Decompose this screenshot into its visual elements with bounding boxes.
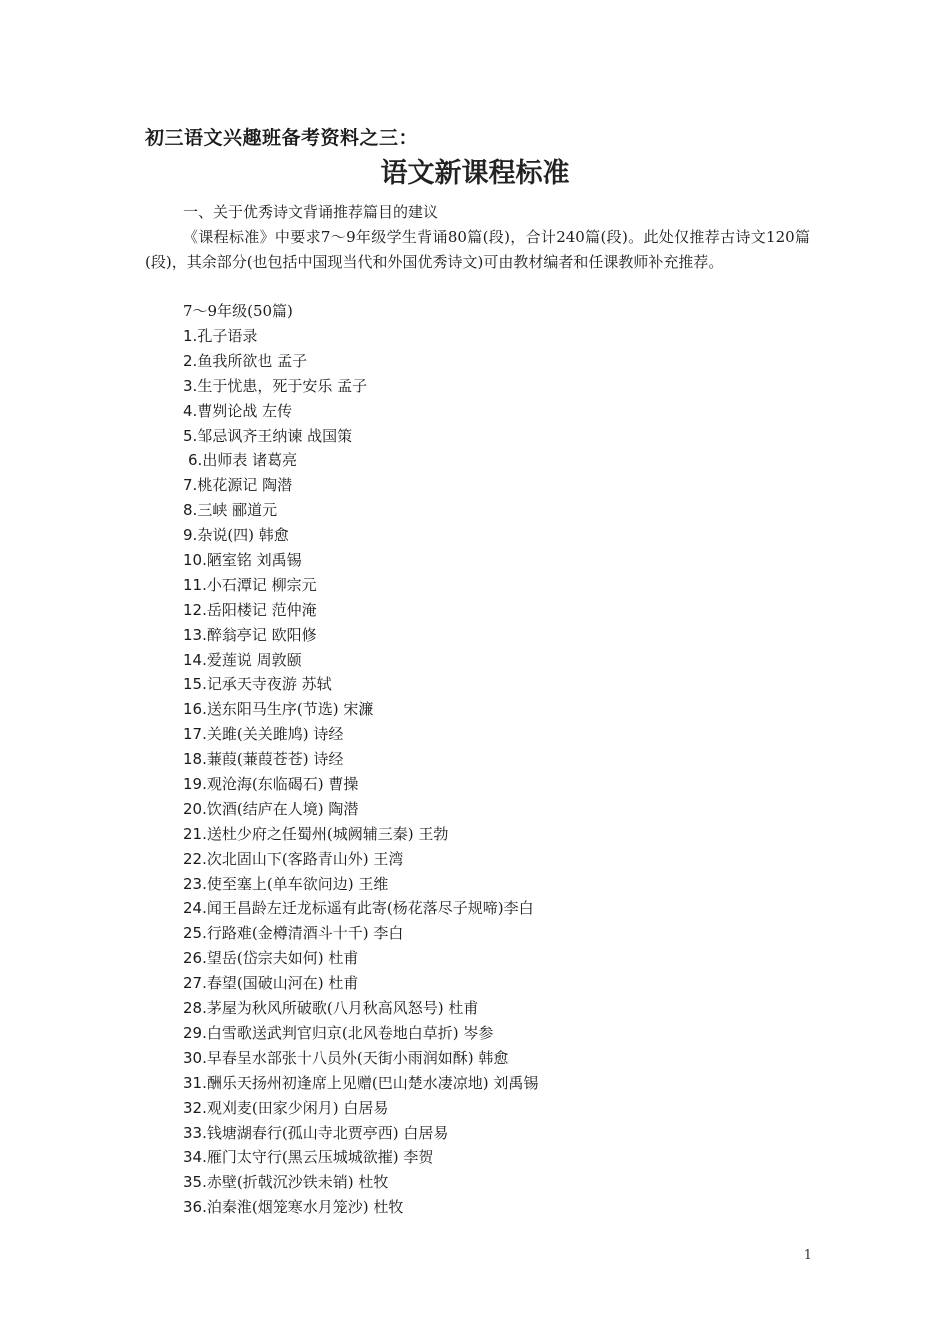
list-item-number: 13. <box>183 625 207 644</box>
list-item-text: 蒹葭(蒹葭苍苍) 诗经 <box>206 750 344 769</box>
list-item-text: 爱莲说 周敦颐 <box>206 650 302 669</box>
list-item <box>183 523 538 548</box>
list-item <box>183 946 538 971</box>
list-item <box>183 623 538 648</box>
grade-heading: 7～9年级(50篇) <box>183 302 293 320</box>
list-item <box>183 847 538 872</box>
list-item-text: 春望(国破山河在) 杜甫 <box>206 974 359 993</box>
page-number: 1 <box>803 1248 812 1263</box>
list-item-text: 记承天寺夜游 苏轼 <box>206 675 332 694</box>
list-item-number: 20. <box>183 799 207 818</box>
list-item <box>183 598 538 623</box>
list-item-number: 18. <box>183 750 207 769</box>
list-item-number: 11. <box>183 575 207 594</box>
list-item <box>183 424 538 449</box>
list-item <box>183 324 538 349</box>
list-item-text: 饮酒(结庐在人境) 陶潜 <box>206 799 359 818</box>
list-item-text: 生于忧患，死于安乐 孟子 <box>197 376 368 395</box>
list-item-text: 醉翁亭记 欧阳修 <box>206 625 317 644</box>
list-item-text: 观沧海(东临碣石) 曹操 <box>206 775 359 794</box>
list-item-text: 关雎(关关雎鸠) 诗经 <box>206 725 344 744</box>
list-item-number: 36. <box>183 1198 207 1217</box>
list-item-text: 酬乐天扬州初逢席上见赠(巴山楚水凄凉地) 刘禹锡 <box>206 1073 539 1092</box>
list-item-text: 曹刿论战 左传 <box>197 401 293 420</box>
list-item <box>183 374 538 399</box>
list-item-text: 茅屋为秋风所破歌(八月秋高风怒号) 杜甫 <box>206 999 479 1018</box>
list-item-text: 鱼我所欲也 孟子 <box>197 351 308 370</box>
list-item <box>183 399 538 424</box>
list-item <box>183 896 538 921</box>
list-item <box>183 772 538 797</box>
intro-paragraph: 《课程标准》中要求7～9年级学生背诵80篇(段)，合计240篇(段)。此处仅推荐古诗文120篇(段)，其余部分(也包括中国现当代和外国优秀诗文)可由教材编者和任课教师补充推荐。 <box>145 228 810 271</box>
list-item-number: 9. <box>183 526 198 545</box>
list-item-number: 24. <box>183 899 207 918</box>
list-item-number: 27. <box>183 974 207 993</box>
list-item-text: 泊秦淮(烟笼寒水月笼沙) 杜牧 <box>206 1198 404 1217</box>
list-item <box>183 971 538 996</box>
list-item-text: 小石潭记 柳宗元 <box>206 575 317 594</box>
list-item-number: 17. <box>183 725 207 744</box>
list-item-text: 桃花源记 陶潜 <box>197 476 293 495</box>
list-item <box>183 448 538 473</box>
recitation-list <box>183 324 538 1220</box>
list-item <box>183 1046 538 1071</box>
section-heading: 一、关于优秀诗文背诵推荐篇目的建议 <box>183 203 439 221</box>
list-item-text: 孔子语录 <box>197 327 258 345</box>
list-item <box>183 648 538 673</box>
list-item <box>183 1195 538 1220</box>
list-item-number: 8. <box>183 501 198 520</box>
document-heading: 初三语文兴趣班备考资料之三： <box>145 127 419 149</box>
list-item-number: 4. <box>183 401 198 420</box>
list-item-number: 7. <box>183 476 198 495</box>
list-item <box>183 548 538 573</box>
list-item-text: 送杜少府之任蜀州(城阙辅三秦) 王勃 <box>206 824 449 843</box>
list-item <box>183 1021 538 1046</box>
list-item-text: 钱塘湖春行(孤山寺北贾亭西) 白居易 <box>206 1123 449 1142</box>
list-item-number: 34. <box>183 1148 207 1167</box>
list-item-number: 10. <box>183 551 207 570</box>
list-item-number: 5. <box>183 426 198 445</box>
list-item-text: 观刈麦(田家少闲月) 白居易 <box>206 1098 389 1117</box>
list-item-number: 31. <box>183 1073 207 1092</box>
list-item-text: 使至塞上(单车欲问边) 王维 <box>206 874 389 893</box>
list-item-text: 陋室铭 刘禹锡 <box>206 551 302 570</box>
list-item-number: 6. <box>188 451 203 470</box>
list-item-text: 出师表 诸葛亮 <box>202 451 298 470</box>
list-item <box>183 1096 538 1121</box>
list-item <box>183 996 538 1021</box>
list-item <box>183 672 538 697</box>
list-item-number: 12. <box>183 600 207 619</box>
list-item-text: 次北固山下(客路青山外) 王湾 <box>206 849 404 868</box>
list-item <box>183 1145 538 1170</box>
list-item-number: 33. <box>183 1123 207 1142</box>
list-item-number: 21. <box>183 824 207 843</box>
list-item <box>183 797 538 822</box>
list-item <box>183 697 538 722</box>
list-item-number: 14. <box>183 650 207 669</box>
list-item-number: 32. <box>183 1098 207 1117</box>
list-item <box>183 1071 538 1096</box>
list-item <box>183 1170 538 1195</box>
list-item <box>183 722 538 747</box>
list-item-number: 23. <box>183 874 207 893</box>
list-item <box>183 573 538 598</box>
list-item-text: 杂说(四) 韩愈 <box>197 526 289 545</box>
list-item <box>183 872 538 897</box>
list-item <box>183 498 538 523</box>
list-item-number: 2. <box>183 351 198 370</box>
list-item-number: 3. <box>183 376 198 395</box>
list-item-number: 28. <box>183 999 207 1018</box>
list-item-number: 26. <box>183 949 207 968</box>
list-item-text: 赤壁(折戟沉沙铁未销) 杜牧 <box>206 1173 389 1192</box>
list-item-text: 岳阳楼记 范仲淹 <box>206 600 317 619</box>
list-item <box>183 822 538 847</box>
list-item-number: 35. <box>183 1173 207 1192</box>
list-item-text: 邹忌讽齐王纳谏 战国策 <box>197 426 353 445</box>
list-item-text: 行路难(金樽清酒斗十千) 李白 <box>206 924 404 943</box>
list-item-text: 三峡 郦道元 <box>197 501 278 520</box>
list-item-number: 25. <box>183 924 207 943</box>
list-item <box>183 473 538 498</box>
list-item-number: 22. <box>183 849 207 868</box>
list-item-number: 30. <box>183 1048 207 1067</box>
list-item-text: 雁门太守行(黑云压城城欲摧) 李贺 <box>206 1148 434 1167</box>
list-item-text: 望岳(岱宗夫如何) 杜甫 <box>206 949 359 968</box>
list-item <box>183 1121 538 1146</box>
list-item-number: 16. <box>183 700 207 719</box>
list-item <box>183 747 538 772</box>
list-item-text: 白雪歌送武判官归京(北风卷地白草折) 岑参 <box>206 1023 494 1042</box>
list-item-number: 29. <box>183 1023 207 1042</box>
list-item-number: 15. <box>183 675 207 694</box>
list-item-text: 送东阳马生序(节选) 宋濂 <box>206 700 374 719</box>
list-item-number: 19. <box>183 775 207 794</box>
list-item <box>183 921 538 946</box>
list-item-number: 1. <box>183 327 198 345</box>
list-item-text: 闻王昌龄左迁龙标遥有此寄(杨花落尽子规啼)李白 <box>206 899 534 918</box>
list-item-text: 早春呈水部张十八员外(天街小雨润如酥) 韩愈 <box>206 1048 509 1067</box>
list-item <box>183 349 538 374</box>
page-title: 语文新课程标准 <box>380 158 570 189</box>
